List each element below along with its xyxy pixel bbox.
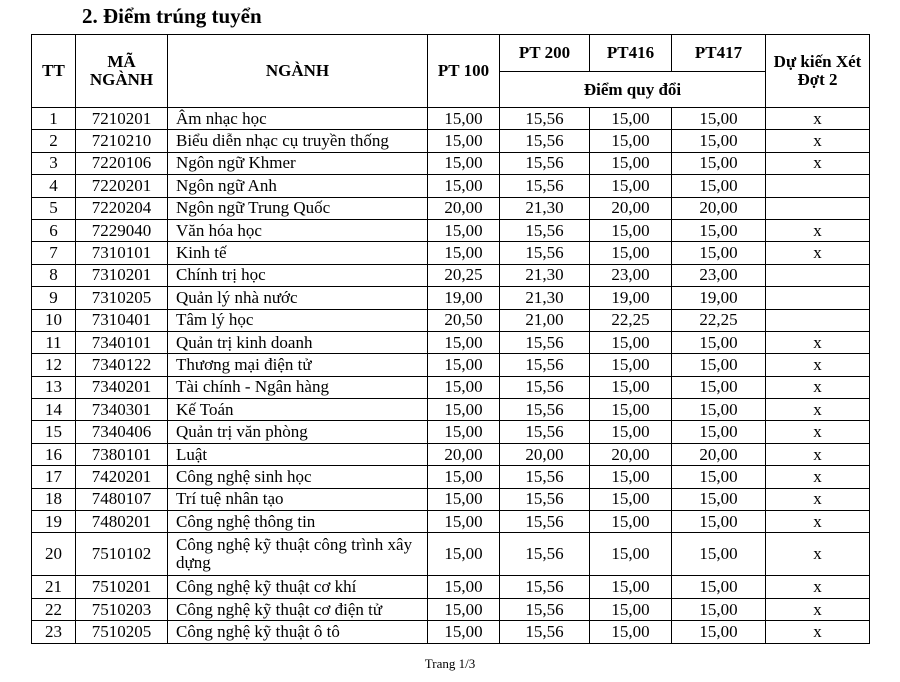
cell-pt416: 15,00 <box>590 598 672 620</box>
cell-du-kien: x <box>766 376 870 398</box>
cell-pt200: 15,56 <box>500 576 590 598</box>
cell-ma-nganh: 7510205 <box>76 621 168 643</box>
cell-pt416: 15,00 <box>590 533 672 576</box>
cell-du-kien: x <box>766 466 870 488</box>
cell-pt200: 15,56 <box>500 621 590 643</box>
cell-du-kien: x <box>766 576 870 598</box>
cell-pt416: 20,00 <box>590 443 672 465</box>
cell-ma-nganh: 7220106 <box>76 152 168 174</box>
cell-tt: 7 <box>32 242 76 264</box>
cell-ma-nganh: 7480107 <box>76 488 168 510</box>
cell-tt: 10 <box>32 309 76 331</box>
cell-du-kien: x <box>766 108 870 130</box>
cell-pt100: 20,50 <box>428 309 500 331</box>
cell-du-kien: x <box>766 399 870 421</box>
cell-pt100: 15,00 <box>428 533 500 576</box>
section-title: 2. Điểm trúng tuyển <box>82 4 262 28</box>
cell-tt: 15 <box>32 421 76 443</box>
header-diem-quy-doi: Điểm quy đổi <box>500 72 766 108</box>
table-row <box>32 621 870 643</box>
cell-tt: 8 <box>32 264 76 286</box>
table-row <box>32 598 870 620</box>
page-footer: Trang 1/3 <box>424 656 476 671</box>
cell-pt417: 15,00 <box>672 219 766 241</box>
cell-tt: 3 <box>32 152 76 174</box>
header-ma-nganh: MÃ NGÀNH <box>76 35 168 108</box>
table-row <box>32 108 870 130</box>
cell-ma-nganh: 7340101 <box>76 331 168 353</box>
cell-pt200: 15,56 <box>500 242 590 264</box>
cell-pt417: 15,00 <box>672 598 766 620</box>
cell-tt: 21 <box>32 576 76 598</box>
cell-pt416: 15,00 <box>590 219 672 241</box>
cell-ma-nganh: 7510201 <box>76 576 168 598</box>
cell-nganh: Quản trị văn phòng <box>168 421 428 443</box>
header-pt417: PT417 <box>672 35 766 72</box>
cell-tt: 18 <box>32 488 76 510</box>
table-row <box>32 399 870 421</box>
cell-du-kien: x <box>766 488 870 510</box>
cell-ma-nganh: 7210210 <box>76 130 168 152</box>
cell-nganh: Trí tuệ nhân tạo <box>168 488 428 510</box>
cell-nganh: Biểu diễn nhạc cụ truyền thống <box>168 130 428 152</box>
table-row <box>32 287 870 309</box>
table-row <box>32 309 870 331</box>
table-row <box>32 331 870 353</box>
table-row <box>32 175 870 197</box>
cell-pt100: 15,00 <box>428 598 500 620</box>
cell-tt: 11 <box>32 331 76 353</box>
cell-pt417: 15,00 <box>672 152 766 174</box>
cell-du-kien <box>766 197 870 219</box>
cell-pt100: 20,00 <box>428 197 500 219</box>
cell-pt200: 15,56 <box>500 511 590 533</box>
cell-pt417: 15,00 <box>672 399 766 421</box>
cell-pt416: 15,00 <box>590 376 672 398</box>
cell-pt417: 15,00 <box>672 576 766 598</box>
cell-nganh: Ngôn ngữ Khmer <box>168 152 428 174</box>
cell-pt416: 22,25 <box>590 309 672 331</box>
cell-tt: 5 <box>32 197 76 219</box>
cell-tt: 23 <box>32 621 76 643</box>
cell-ma-nganh: 7310201 <box>76 264 168 286</box>
cell-nganh: Công nghệ kỹ thuật ô tô <box>168 621 428 643</box>
cell-pt417: 20,00 <box>672 443 766 465</box>
cell-du-kien: x <box>766 242 870 264</box>
table-row <box>32 466 870 488</box>
cell-tt: 16 <box>32 443 76 465</box>
cell-du-kien: x <box>766 421 870 443</box>
table-row <box>32 533 870 576</box>
cell-tt: 17 <box>32 466 76 488</box>
cell-pt417: 15,00 <box>672 331 766 353</box>
cell-pt100: 15,00 <box>428 421 500 443</box>
cell-pt417: 15,00 <box>672 621 766 643</box>
cell-pt100: 15,00 <box>428 331 500 353</box>
cell-pt100: 15,00 <box>428 130 500 152</box>
cell-pt417: 19,00 <box>672 287 766 309</box>
cell-pt100: 20,25 <box>428 264 500 286</box>
cell-pt417: 15,00 <box>672 175 766 197</box>
cell-pt417: 15,00 <box>672 108 766 130</box>
cell-pt100: 15,00 <box>428 242 500 264</box>
cell-nganh: Tài chính - Ngân hàng <box>168 376 428 398</box>
cell-tt: 6 <box>32 219 76 241</box>
cell-pt417: 15,00 <box>672 533 766 576</box>
cell-pt416: 20,00 <box>590 197 672 219</box>
cell-pt416: 15,00 <box>590 175 672 197</box>
table-row <box>32 488 870 510</box>
table-row <box>32 152 870 174</box>
cell-du-kien: x <box>766 511 870 533</box>
cell-pt417: 22,25 <box>672 309 766 331</box>
cell-pt200: 15,56 <box>500 108 590 130</box>
cell-pt417: 20,00 <box>672 197 766 219</box>
cell-pt200: 21,00 <box>500 309 590 331</box>
cell-pt416: 15,00 <box>590 242 672 264</box>
cell-pt100: 19,00 <box>428 287 500 309</box>
cell-tt: 22 <box>32 598 76 620</box>
cell-pt416: 15,00 <box>590 421 672 443</box>
cell-du-kien <box>766 264 870 286</box>
cell-nganh: Quản lý nhà nước <box>168 287 428 309</box>
cell-ma-nganh: 7340301 <box>76 399 168 421</box>
cell-pt417: 15,00 <box>672 488 766 510</box>
cell-pt416: 15,00 <box>590 152 672 174</box>
cell-pt100: 15,00 <box>428 152 500 174</box>
cell-ma-nganh: 7340406 <box>76 421 168 443</box>
cell-du-kien: x <box>766 354 870 376</box>
cell-du-kien <box>766 287 870 309</box>
cell-pt200: 15,56 <box>500 152 590 174</box>
cell-nganh: Ngôn ngữ Anh <box>168 175 428 197</box>
cell-nganh: Chính trị học <box>168 264 428 286</box>
cell-du-kien: x <box>766 130 870 152</box>
cell-pt416: 15,00 <box>590 488 672 510</box>
cell-ma-nganh: 7380101 <box>76 443 168 465</box>
cell-ma-nganh: 7210201 <box>76 108 168 130</box>
cell-pt100: 20,00 <box>428 443 500 465</box>
cell-pt417: 15,00 <box>672 242 766 264</box>
cell-du-kien: x <box>766 621 870 643</box>
cell-tt: 4 <box>32 175 76 197</box>
cell-pt200: 21,30 <box>500 287 590 309</box>
cell-pt100: 15,00 <box>428 376 500 398</box>
cell-tt: 2 <box>32 130 76 152</box>
table-row <box>32 376 870 398</box>
cell-tt: 19 <box>32 511 76 533</box>
admission-score-table <box>31 34 870 644</box>
header-pt100: PT 100 <box>428 35 500 108</box>
cell-nganh: Ngôn ngữ Trung Quốc <box>168 197 428 219</box>
header-pt200: PT 200 <box>500 35 590 72</box>
cell-nganh: Tâm lý học <box>168 309 428 331</box>
cell-pt200: 15,56 <box>500 421 590 443</box>
cell-ma-nganh: 7340122 <box>76 354 168 376</box>
cell-pt100: 15,00 <box>428 466 500 488</box>
cell-pt200: 15,56 <box>500 598 590 620</box>
cell-tt: 13 <box>32 376 76 398</box>
cell-pt416: 19,00 <box>590 287 672 309</box>
cell-ma-nganh: 7310101 <box>76 242 168 264</box>
cell-tt: 20 <box>32 533 76 576</box>
cell-pt100: 15,00 <box>428 354 500 376</box>
cell-du-kien: x <box>766 533 870 576</box>
cell-ma-nganh: 7510102 <box>76 533 168 576</box>
cell-nganh: Công nghệ kỹ thuật công trình xây dựng <box>168 533 428 576</box>
cell-pt200: 15,56 <box>500 354 590 376</box>
table-row <box>32 511 870 533</box>
cell-ma-nganh: 7340201 <box>76 376 168 398</box>
cell-nganh: Công nghệ thông tin <box>168 511 428 533</box>
cell-pt416: 15,00 <box>590 576 672 598</box>
cell-pt200: 15,56 <box>500 466 590 488</box>
table-row <box>32 264 870 286</box>
table-body <box>32 108 870 644</box>
cell-pt417: 15,00 <box>672 376 766 398</box>
cell-pt100: 15,00 <box>428 488 500 510</box>
cell-pt416: 15,00 <box>590 466 672 488</box>
cell-tt: 14 <box>32 399 76 421</box>
cell-nganh: Kế Toán <box>168 399 428 421</box>
cell-ma-nganh: 7220204 <box>76 197 168 219</box>
table-row <box>32 354 870 376</box>
cell-nganh: Luật <box>168 443 428 465</box>
cell-nganh: Công nghệ kỹ thuật cơ điện tử <box>168 598 428 620</box>
cell-pt200: 15,56 <box>500 376 590 398</box>
cell-pt200: 15,56 <box>500 175 590 197</box>
cell-pt200: 15,56 <box>500 533 590 576</box>
table-row <box>32 130 870 152</box>
cell-pt416: 15,00 <box>590 130 672 152</box>
cell-du-kien: x <box>766 219 870 241</box>
table-row <box>32 443 870 465</box>
cell-pt416: 15,00 <box>590 331 672 353</box>
header-pt416: PT416 <box>590 35 672 72</box>
cell-ma-nganh: 7229040 <box>76 219 168 241</box>
cell-pt416: 15,00 <box>590 621 672 643</box>
table-row <box>32 576 870 598</box>
cell-pt200: 15,56 <box>500 219 590 241</box>
cell-ma-nganh: 7310205 <box>76 287 168 309</box>
cell-pt417: 15,00 <box>672 511 766 533</box>
header-du-kien: Dự kiến Xét Đợt 2 <box>766 35 870 108</box>
cell-du-kien: x <box>766 331 870 353</box>
cell-ma-nganh: 7510203 <box>76 598 168 620</box>
cell-pt200: 21,30 <box>500 264 590 286</box>
cell-du-kien <box>766 309 870 331</box>
table-row <box>32 219 870 241</box>
table-row <box>32 197 870 219</box>
table-row <box>32 421 870 443</box>
table-row <box>32 242 870 264</box>
cell-du-kien <box>766 175 870 197</box>
cell-pt100: 15,00 <box>428 219 500 241</box>
cell-tt: 12 <box>32 354 76 376</box>
cell-pt416: 15,00 <box>590 108 672 130</box>
cell-pt200: 15,56 <box>500 331 590 353</box>
cell-pt416: 15,00 <box>590 511 672 533</box>
cell-nganh: Quản trị kinh doanh <box>168 331 428 353</box>
cell-pt416: 23,00 <box>590 264 672 286</box>
cell-du-kien: x <box>766 152 870 174</box>
cell-pt200: 15,56 <box>500 488 590 510</box>
cell-ma-nganh: 7420201 <box>76 466 168 488</box>
cell-ma-nganh: 7480201 <box>76 511 168 533</box>
cell-pt100: 15,00 <box>428 175 500 197</box>
cell-tt: 9 <box>32 287 76 309</box>
cell-nganh: Âm nhạc học <box>168 108 428 130</box>
cell-pt416: 15,00 <box>590 354 672 376</box>
cell-tt: 1 <box>32 108 76 130</box>
cell-nganh: Kinh tế <box>168 242 428 264</box>
cell-du-kien: x <box>766 598 870 620</box>
header-nganh: NGÀNH <box>168 35 428 108</box>
cell-pt417: 15,00 <box>672 130 766 152</box>
cell-pt417: 15,00 <box>672 466 766 488</box>
cell-pt100: 15,00 <box>428 399 500 421</box>
cell-pt200: 15,56 <box>500 130 590 152</box>
cell-ma-nganh: 7310401 <box>76 309 168 331</box>
table-header <box>32 35 870 108</box>
cell-ma-nganh: 7220201 <box>76 175 168 197</box>
cell-pt200: 21,30 <box>500 197 590 219</box>
cell-pt200: 15,56 <box>500 399 590 421</box>
cell-nganh: Văn hóa học <box>168 219 428 241</box>
cell-pt100: 15,00 <box>428 576 500 598</box>
cell-du-kien: x <box>766 443 870 465</box>
cell-pt416: 15,00 <box>590 399 672 421</box>
header-tt: TT <box>32 35 76 108</box>
cell-nganh: Công nghệ sinh học <box>168 466 428 488</box>
cell-nganh: Công nghệ kỹ thuật cơ khí <box>168 576 428 598</box>
cell-pt100: 15,00 <box>428 108 500 130</box>
cell-pt417: 23,00 <box>672 264 766 286</box>
cell-pt200: 20,00 <box>500 443 590 465</box>
cell-nganh: Thương mại điện tử <box>168 354 428 376</box>
cell-pt100: 15,00 <box>428 511 500 533</box>
cell-pt417: 15,00 <box>672 421 766 443</box>
cell-pt100: 15,00 <box>428 621 500 643</box>
cell-pt417: 15,00 <box>672 354 766 376</box>
